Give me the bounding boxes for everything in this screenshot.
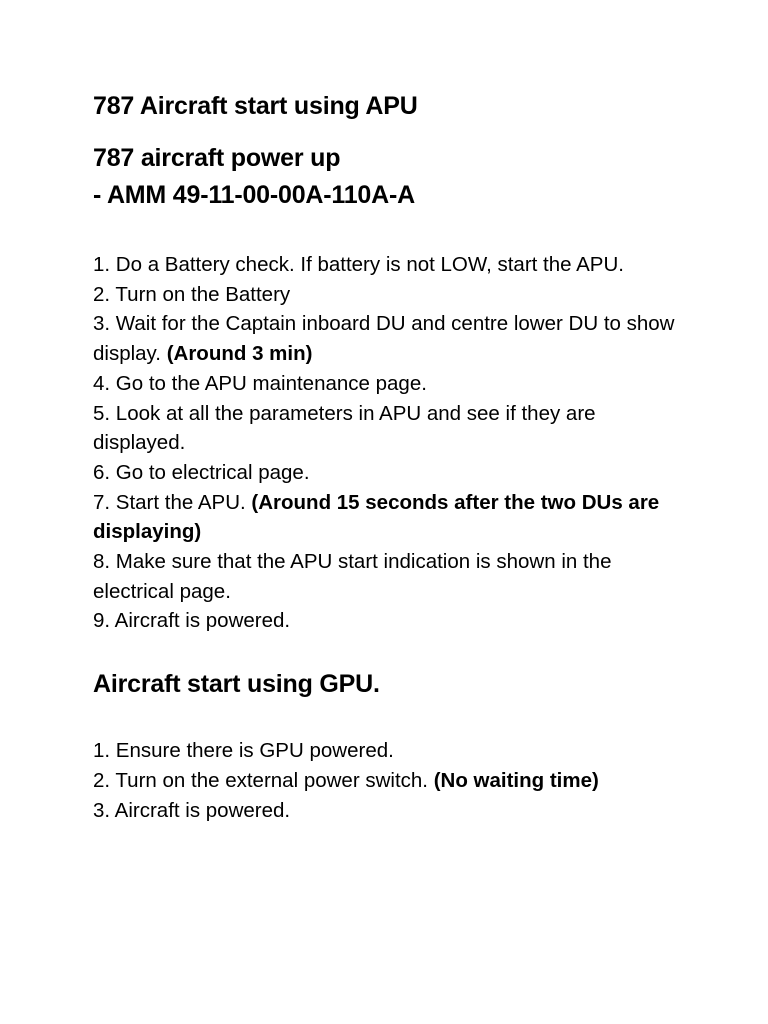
list-item [93, 399, 693, 458]
list-item [93, 458, 693, 488]
apu-section-title: 787 Aircraft start using APU [93, 92, 418, 120]
step-text: 6. Go to electrical page. [93, 460, 310, 484]
list-item [93, 766, 693, 796]
step-note: (Around 15 seconds after the two DUs are displaying) [93, 490, 660, 544]
apu-steps-list [93, 250, 693, 636]
list-item [93, 736, 693, 766]
list-item [93, 250, 693, 280]
step-text: 4. Go to the APU maintenance page. [93, 371, 427, 395]
step-text: 1. Do a Battery check. If battery is not LOW, start the APU. [93, 253, 624, 276]
step-text: 2. Turn on the external power switch. [93, 768, 434, 792]
list-item [93, 796, 693, 826]
step-text: 5. Look at all the parameters in APU and see if they are displayed. [93, 401, 596, 455]
step-note: (No waiting time) [433, 768, 599, 792]
step-text: 1. Ensure there is GPU powered. [93, 739, 394, 763]
gpu-section-title: Aircraft start using GPU. [93, 670, 380, 699]
list-item [93, 606, 693, 636]
list-item [93, 547, 693, 606]
list-item [93, 369, 693, 399]
list-item [93, 488, 693, 547]
document-page [93, 86, 693, 846]
list-item [93, 309, 693, 368]
gpu-steps-list [93, 736, 693, 825]
step-note: (Around 3 min) [166, 342, 313, 366]
power-up-title: 787 aircraft power up [93, 144, 341, 172]
step-text: 7. Start the APU. [93, 490, 252, 514]
step-text: 8. Make sure that the APU start indication is shown in the electrical page. [93, 550, 612, 603]
step-text: 2. Turn on the Battery [93, 282, 291, 306]
amm-reference: - AMM 49-11-00-00A-110A-A [93, 181, 415, 209]
step-text: 9. Aircraft is powered. [93, 609, 291, 633]
power-up-heading [93, 140, 693, 214]
list-item [93, 280, 693, 310]
step-text: 3. Aircraft is powered. [93, 798, 291, 822]
step-text: 3. Wait for the Captain inboard DU and centre lower DU to show display. [93, 312, 675, 366]
